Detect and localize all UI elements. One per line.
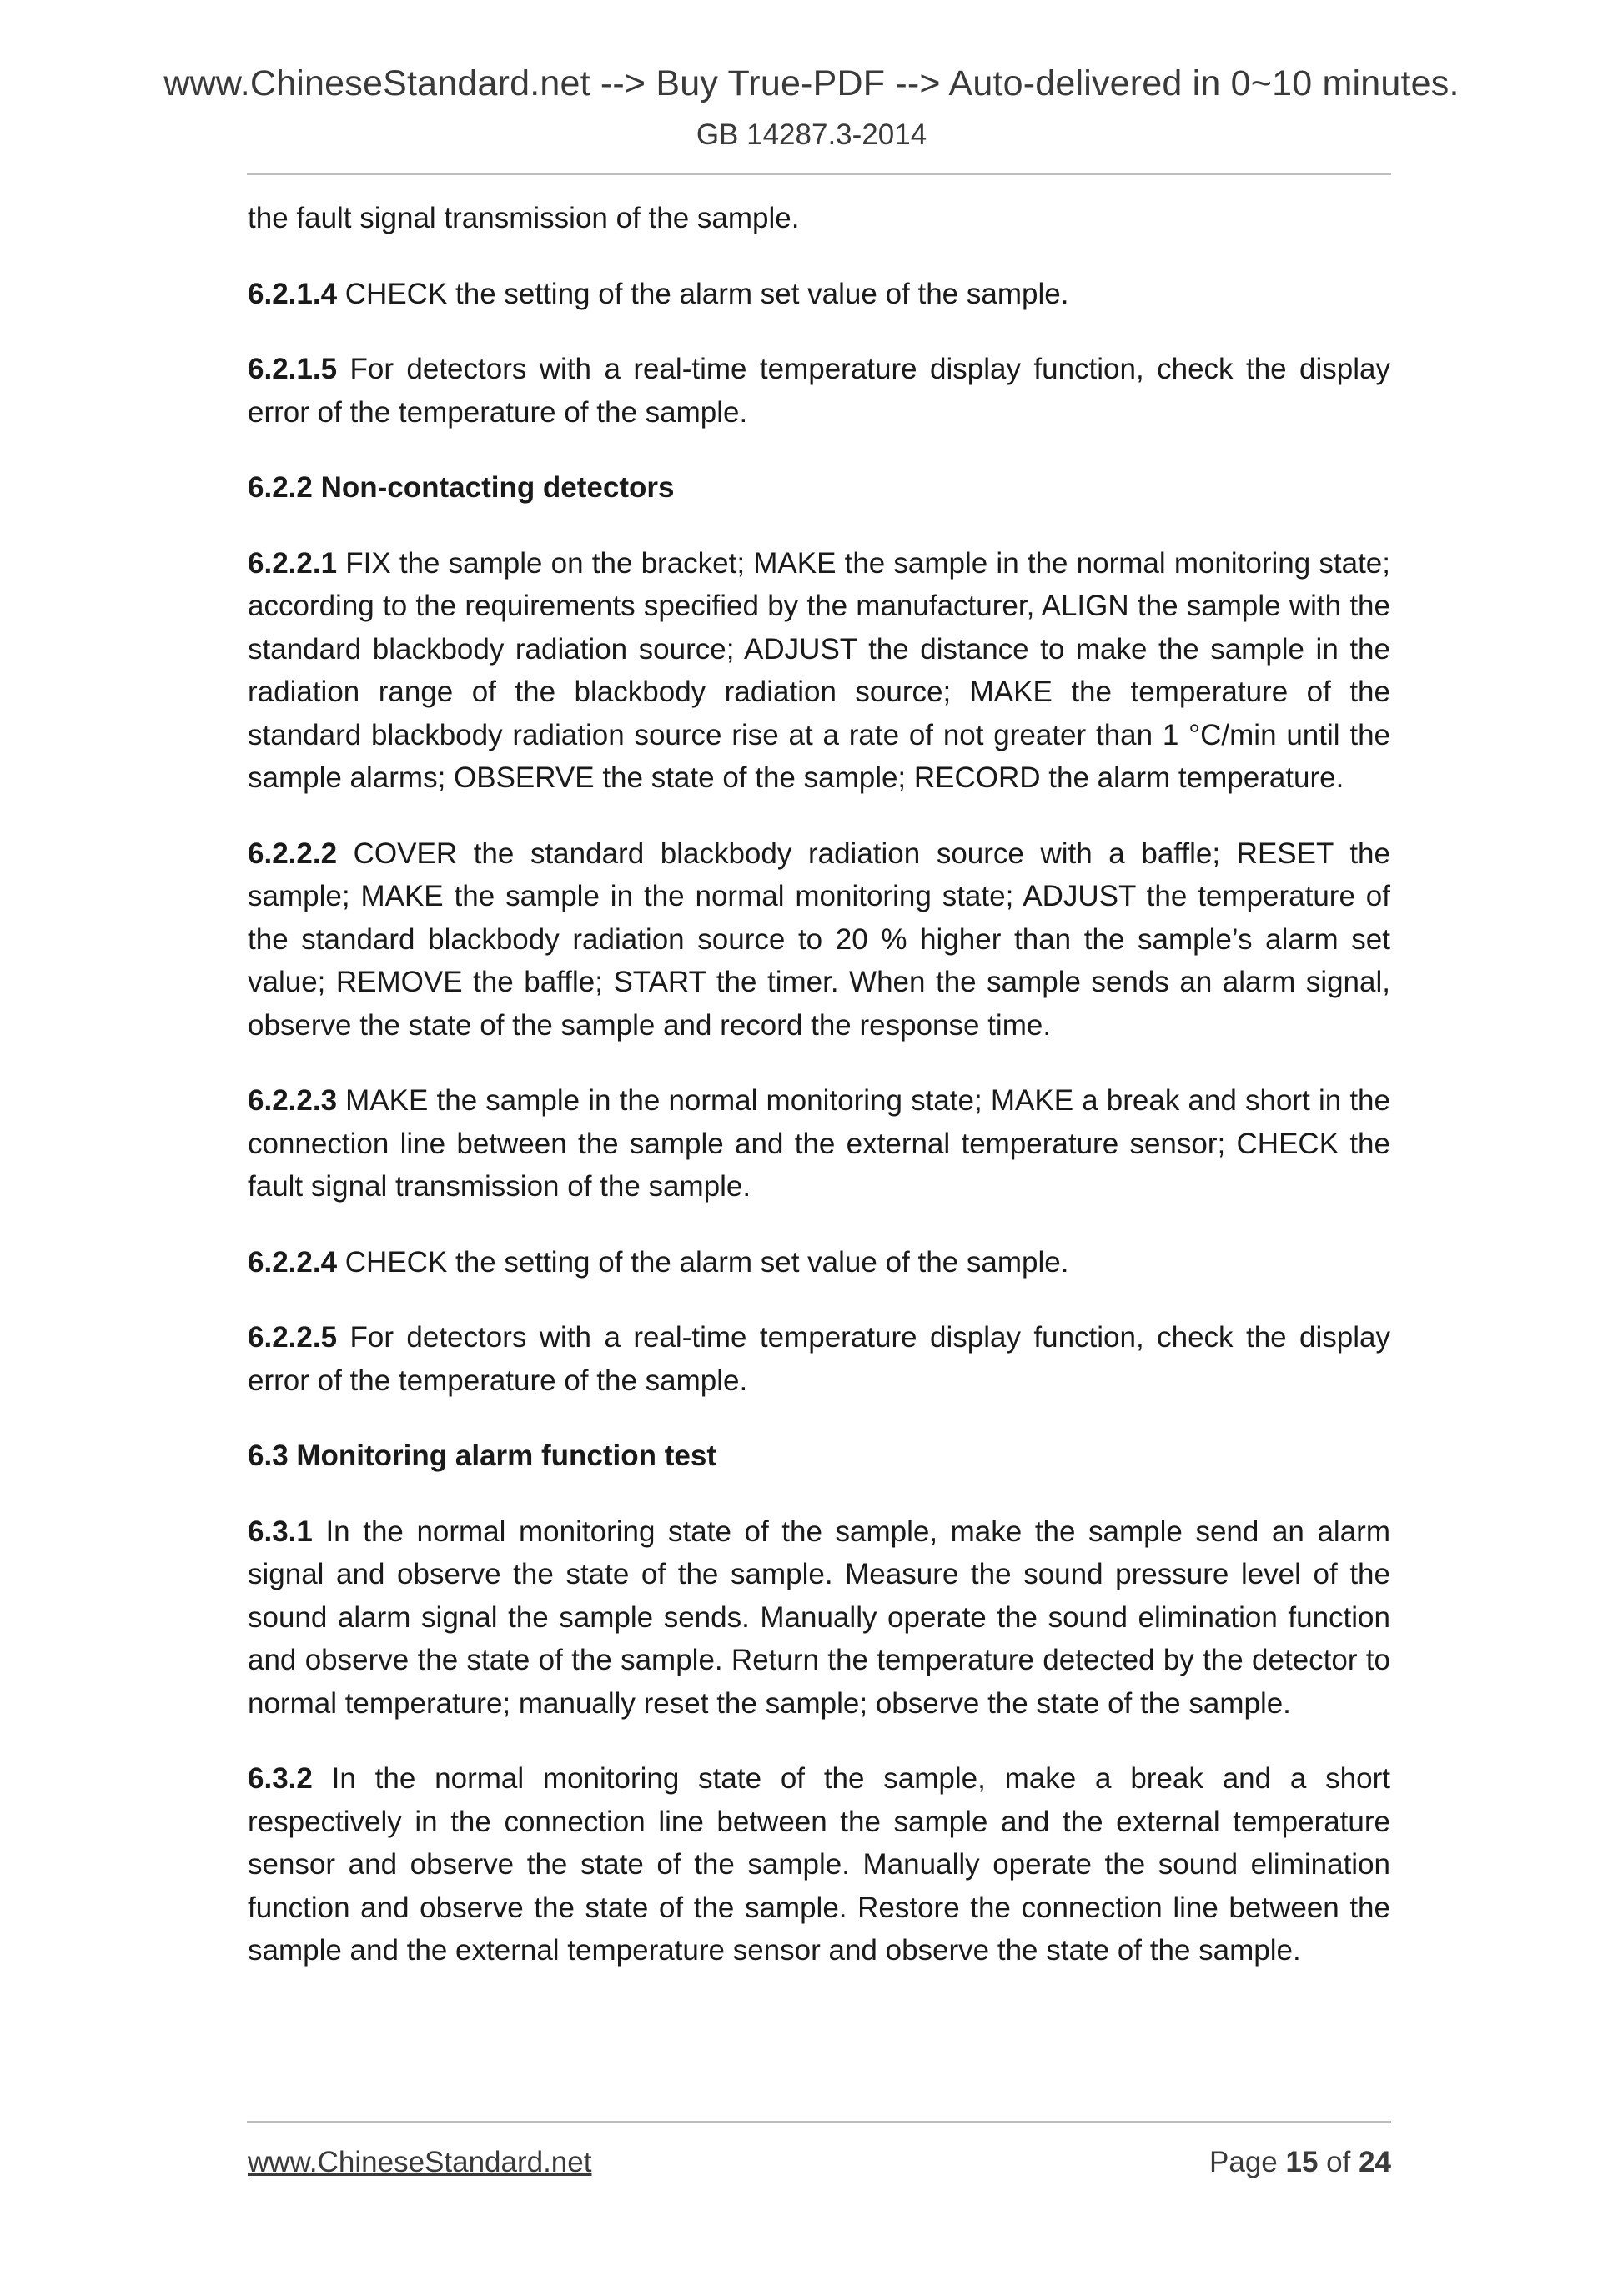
clause-number: 6.2.2.2 <box>248 837 338 870</box>
paragraph-text: For detectors with a real-time temperature display function, check the display error of the temperature of the sample. <box>248 1321 1390 1397</box>
page-of: of <box>1318 2146 1359 2178</box>
paragraph-6-2-2-3 <box>248 1079 1390 1208</box>
page-word: Page <box>1209 2146 1286 2178</box>
clause-number: 6.2.1.5 <box>248 353 338 385</box>
paragraph-continuation <box>248 197 1390 240</box>
paragraph-text: CHECK the setting of the alarm set value of the sample. <box>337 1245 1069 1279</box>
clause-number: 6.2.2.1 <box>248 546 338 580</box>
clause-number: 6.2.2.3 <box>248 1084 338 1117</box>
clause-number: 6.2.1.4 <box>248 277 338 310</box>
paragraph-6-2-2-1 <box>248 542 1390 800</box>
paragraph-6-2-1-5 <box>248 348 1390 434</box>
page-content <box>248 197 1390 2005</box>
header-divider <box>247 173 1391 175</box>
page-number <box>1209 2146 1391 2179</box>
paragraph-text: the fault signal transmission of the sample. <box>248 202 800 234</box>
paragraph-6-2-2-4 <box>248 1241 1390 1284</box>
paragraph-6-2-1-4 <box>248 273 1390 316</box>
clause-number: 6.2.2.5 <box>248 1321 338 1354</box>
paragraph-text: CHECK the setting of the alarm set value of the sample. <box>337 277 1069 310</box>
paragraph-6-2-2-5 <box>248 1316 1390 1402</box>
paragraph-text: In the normal monitoring state of the sample, make the sample send an alarm signal and observe the state of the sample. Measure the sound pressure level of the sound alarm signal the sample sends. Manually operate the sound elimination function and observe the state of the sample. Return the temperature detected by the detector to normal temperature; manually reset the sample; observe the state of the sample. <box>248 1515 1390 1720</box>
footer-divider <box>247 2121 1391 2123</box>
paragraph-6-3-2 <box>248 1757 1390 1972</box>
section-heading-6-3: 6.3 Monitoring alarm function test <box>248 1439 716 1472</box>
paragraph-text: COVER the standard blackbody radiation source with a baffle; RESET the sample; MAKE the sample in the normal monitoring state; ADJUST the temperature of the standard blackbody radiation source to 20 % higher than the sample’s alarm set value; REMOVE the baffle; START the timer. When the sample sends an alarm signal, observe the state of the sample and record the response time. <box>248 837 1390 1042</box>
footer-site-link[interactable]: www.ChineseStandard.net <box>248 2146 592 2178</box>
document-id: GB 14287.3-2014 <box>696 118 927 151</box>
paragraph-text: For detectors with a real-time temperature display function, check the display error of the temperature of the sample. <box>248 353 1390 429</box>
clause-number: 6.3.1 <box>248 1515 313 1548</box>
paragraph-text: MAKE the sample in the normal monitoring state; MAKE a break and short in the connection line between the sample and the external temperature sensor; CHECK the fault signal transmission of the sample. <box>248 1084 1390 1203</box>
clause-number: 6.2.2.4 <box>248 1245 338 1279</box>
header-banner: www.ChineseStandard.net --> Buy True-PDF --> Auto-delivered in 0~10 minutes. <box>163 63 1460 103</box>
paragraph-text: FIX the sample on the bracket; MAKE the sample in the normal monitoring state; according to the requirements specified by the manufacturer, ALIGN the sample with the standard blackbody radiation source; ADJUST the distance to make the sample in the radiation range of the blackbody radiation source; MAKE the temperature of the standard blackbody radiation source rise at a rate of not greater than 1 °C/min until the sample alarms; OBSERVE the state of the sample; RECORD the alarm temperature. <box>248 546 1390 794</box>
clause-number: 6.3.2 <box>248 1762 313 1795</box>
paragraph-text: In the normal monitoring state of the sample, make a break and a short respectively in the connection line between the sample and the external temperature sensor and observe the state of the sample. Manually operate the sound elimination function and observe the state of the sample. Restore the connection line between the sample and the external temperature sensor and observe the state of the sample. <box>248 1762 1390 1967</box>
section-heading-6-2-2: 6.2.2 Non-contacting detectors <box>248 471 675 504</box>
paragraph-6-2-2-2 <box>248 832 1390 1048</box>
paragraph-6-3-1 <box>248 1510 1390 1726</box>
page-total: 24 <box>1359 2146 1391 2178</box>
page-current: 15 <box>1285 2146 1319 2178</box>
